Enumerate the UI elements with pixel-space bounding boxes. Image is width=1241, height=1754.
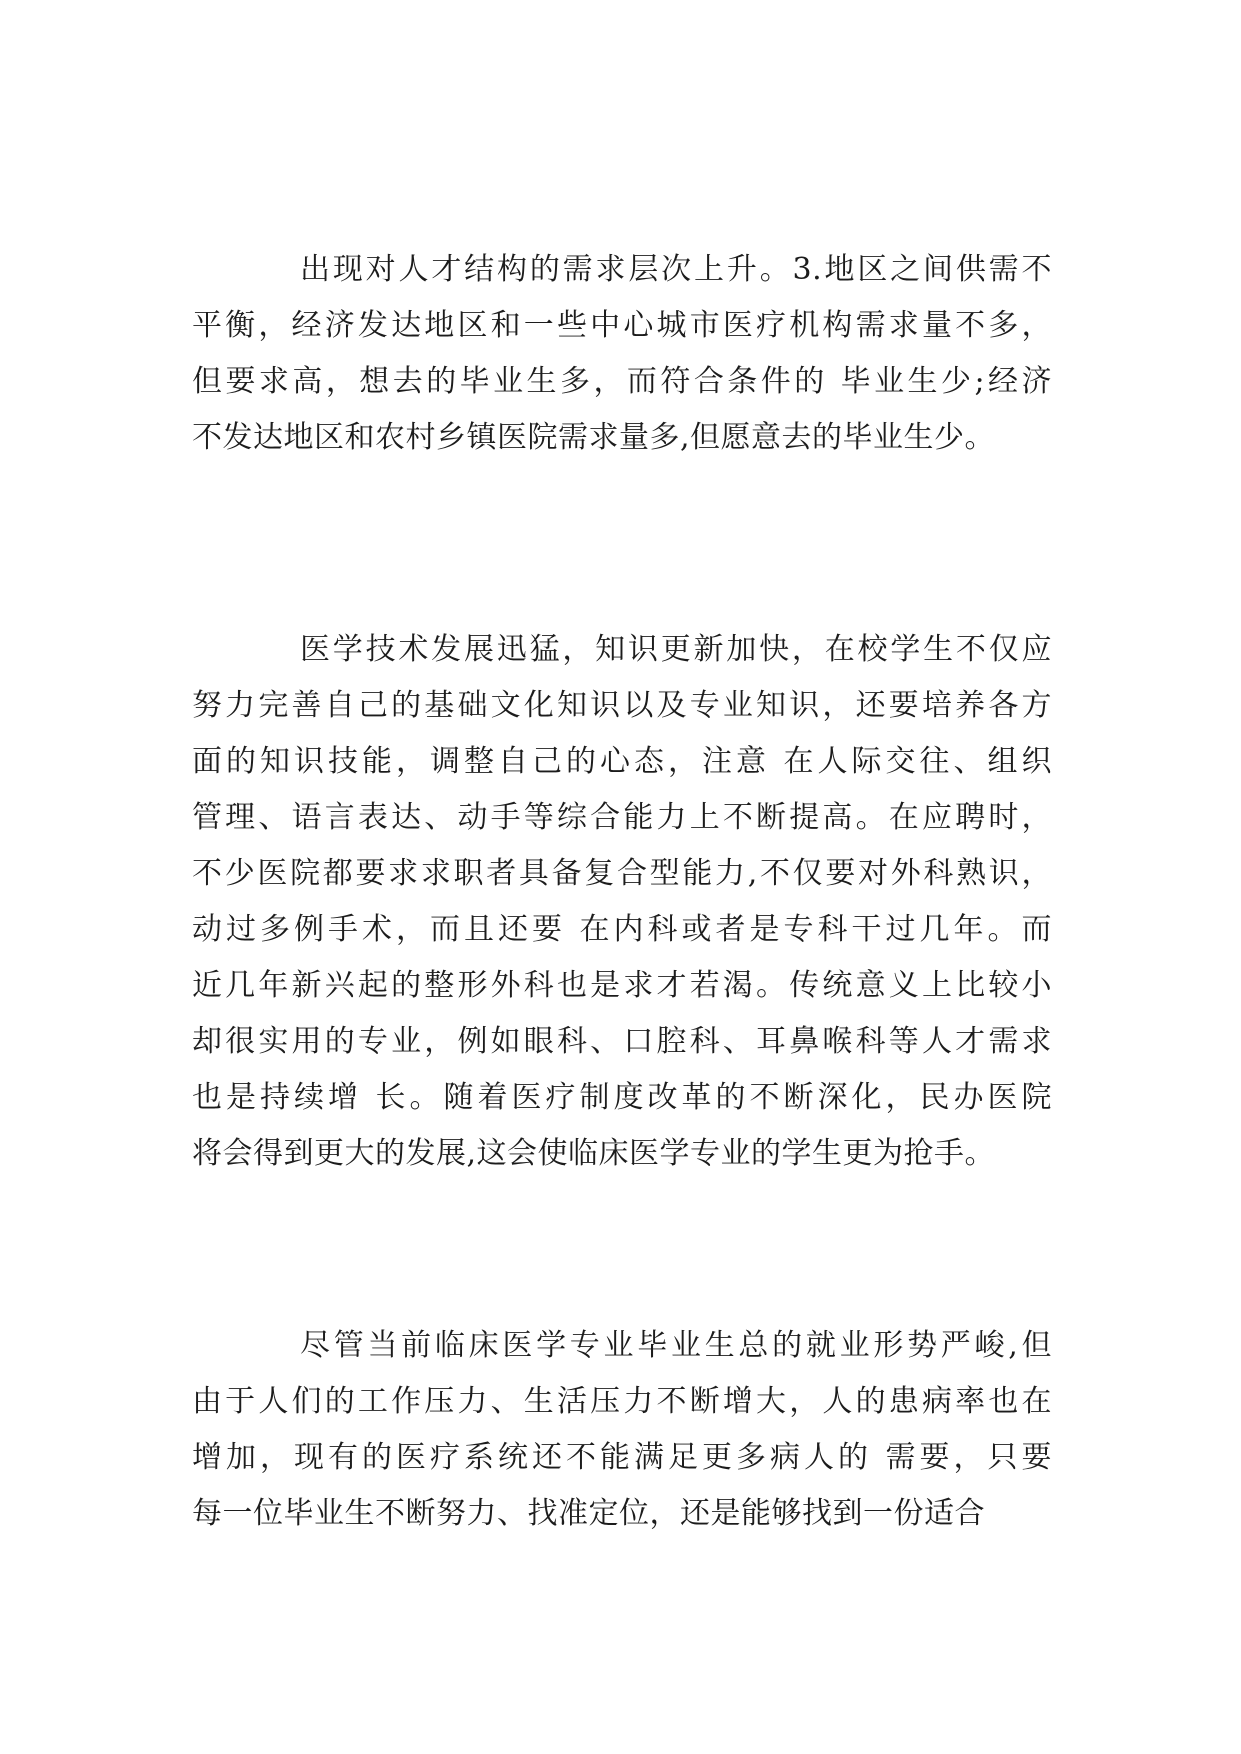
paragraph-line: 却很实用的专业，例如眼科、口腔科、耳鼻喉科等人才需求: [192, 1024, 1052, 1059]
paragraph-line: 平衡，经济发达地区和一些中心城市医疗机构需求量不多，: [192, 308, 1052, 343]
paragraph-line: 但要求高，想去的毕业生多，而符合条件的 毕业生少;经济: [192, 364, 1052, 399]
paragraph-line: 管理、语言表达、动手等综合能力上不断提高。在应聘时，: [192, 800, 1052, 835]
paragraph-line: 增加，现有的医疗系统还不能满足更多病人的 需要，只要: [192, 1440, 1052, 1475]
paragraph-line: 面的知识技能，调整自己的心态，注意 在人际交往、组织: [192, 744, 1052, 779]
paragraph-line: 出现对人才结构的需求层次上升。3.地区之间供需不: [300, 252, 1052, 287]
paragraph-line: 努力完善自己的基础文化知识以及专业知识，还要培养各方: [192, 688, 1052, 723]
paragraph-line: 近几年新兴起的整形外科也是求才若渴。传统意义上比较小: [192, 968, 1052, 1003]
paragraph-employment-outlook: [192, 1318, 1052, 1542]
paragraph-line: 不发达地区和农村乡镇医院需求量多,但愿意去的毕业生少。: [192, 420, 996, 455]
paragraph-line: 不少医院都要求求职者具备复合型能力,不仅要对外科熟识，: [192, 856, 1052, 891]
paragraph-regional-imbalance: [192, 242, 1052, 466]
paragraph-skills-development: [192, 622, 1052, 1182]
paragraph-line: 也是持续增 长。随着医疗制度改革的不断深化，民办医院: [192, 1080, 1052, 1115]
paragraph-line: 动过多例手术，而且还要 在内科或者是专科干过几年。而: [192, 912, 1052, 947]
paragraph-line: 将会得到更大的发展,这会使临床医学专业的学生更为抢手。: [192, 1136, 996, 1171]
paragraph-line: 医学技术发展迅猛，知识更新加快，在校学生不仅应: [300, 632, 1052, 667]
paragraph-line: 每一位毕业生不断努力、找准定位，还是能够找到一份适合: [192, 1496, 985, 1531]
paragraph-line: 由于人们的工作压力、生活压力不断增大，人的患病率也在: [192, 1384, 1052, 1419]
paragraph-line: 尽管当前临床医学专业毕业生总的就业形势严峻,但: [300, 1328, 1052, 1363]
